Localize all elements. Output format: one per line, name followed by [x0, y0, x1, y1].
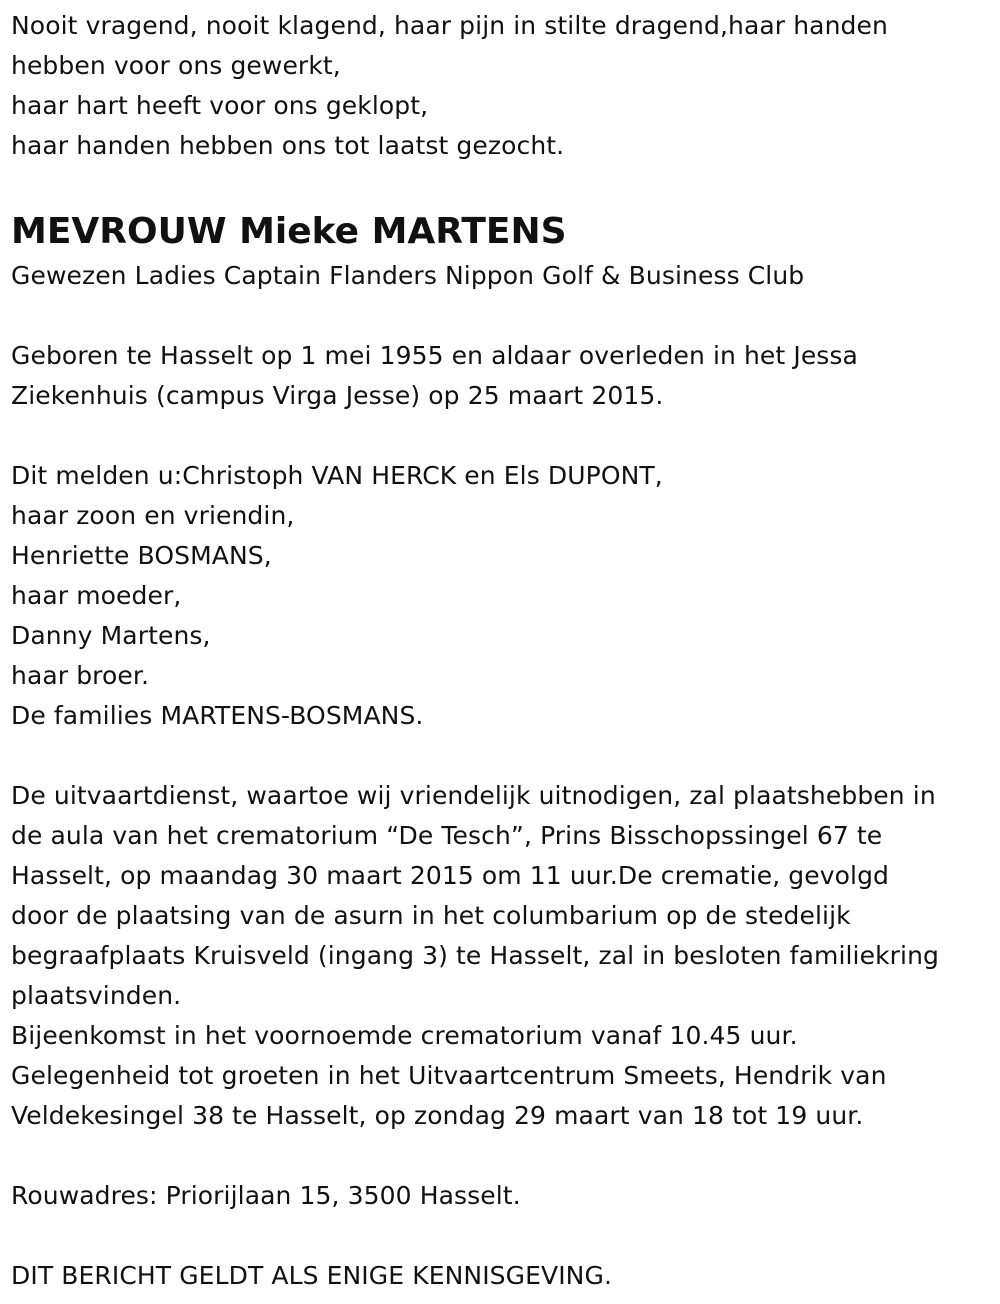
poem-line: haar handen hebben ons tot laatst gezocht.	[11, 131, 565, 160]
text-line: Dit melden u:Christoph VAN HERCK en Els DUPONT,	[11, 461, 663, 490]
poem-line: Nooit vragend, nooit klagend, haar pijn in stilte dragend,haar handen	[11, 11, 888, 40]
ceremony-paragraph	[11, 776, 996, 1136]
text-line: Hasselt, op maandag 30 maart 2015 om 11 uur.De crematie, gevolgd	[11, 861, 890, 890]
deceased-subtitle: Gewezen Ladies Captain Flanders Nippon Golf & Business Club	[11, 261, 805, 290]
text-line: haar zoon en vriendin,	[11, 501, 295, 530]
text-line: Henriette BOSMANS,	[11, 541, 272, 570]
text-line: haar moeder,	[11, 581, 182, 610]
poem-line: haar hart heeft voor ons geklopt,	[11, 91, 429, 120]
text-line: Bijeenkomst in het voornoemde crematorium vanaf 10.45 uur.	[11, 1021, 798, 1050]
text-line: de aula van het crematorium “De Tesch”, Prins Bisschopssingel 67 te	[11, 821, 883, 850]
poem	[11, 6, 996, 166]
spacer	[11, 1136, 996, 1176]
text-line: door de plaatsing van de asurn in het columbarium op de stedelijk	[11, 901, 851, 930]
text-line: begraafplaats Kruisveld (ingang 3) te Hasselt, zal in besloten familiekring	[11, 941, 939, 970]
text-line: De families MARTENS-BOSMANS.	[11, 701, 424, 730]
poem-line: hebben voor ons gewerkt,	[11, 51, 341, 80]
deceased-name: MEVROUW Mieke MARTENS	[11, 211, 567, 252]
obituary-document	[11, 6, 996, 1296]
text-line: haar broer.	[11, 661, 150, 690]
spacer	[11, 166, 996, 206]
text-line: Ziekenhuis (campus Virga Jesse) op 25 maart 2015.	[11, 381, 664, 410]
text-line: Danny Martens,	[11, 621, 211, 650]
spacer	[11, 296, 996, 336]
notice-line: DIT BERICHT GELDT ALS ENIGE KENNISGEVING.	[11, 1261, 612, 1290]
spacer	[11, 416, 996, 456]
family-paragraph	[11, 456, 996, 736]
text-line: Geboren te Hasselt op 1 mei 1955 en aldaar overleden in het Jessa	[11, 341, 858, 370]
spacer	[11, 1216, 996, 1256]
text-line: Gelegenheid tot groeten in het Uitvaartcentrum Smeets, Hendrik van	[11, 1061, 887, 1090]
text-line: Veldekesingel 38 te Hasselt, op zondag 29 maart van 18 tot 19 uur.	[11, 1101, 864, 1130]
spacer	[11, 736, 996, 776]
text-line: De uitvaartdienst, waartoe wij vriendelijk uitnodigen, zal plaatshebben in	[11, 781, 936, 810]
birth-death-paragraph	[11, 336, 996, 416]
mourning-address: Rouwadres: Priorijlaan 15, 3500 Hasselt.	[11, 1181, 521, 1210]
text-line: plaatsvinden.	[11, 981, 182, 1010]
